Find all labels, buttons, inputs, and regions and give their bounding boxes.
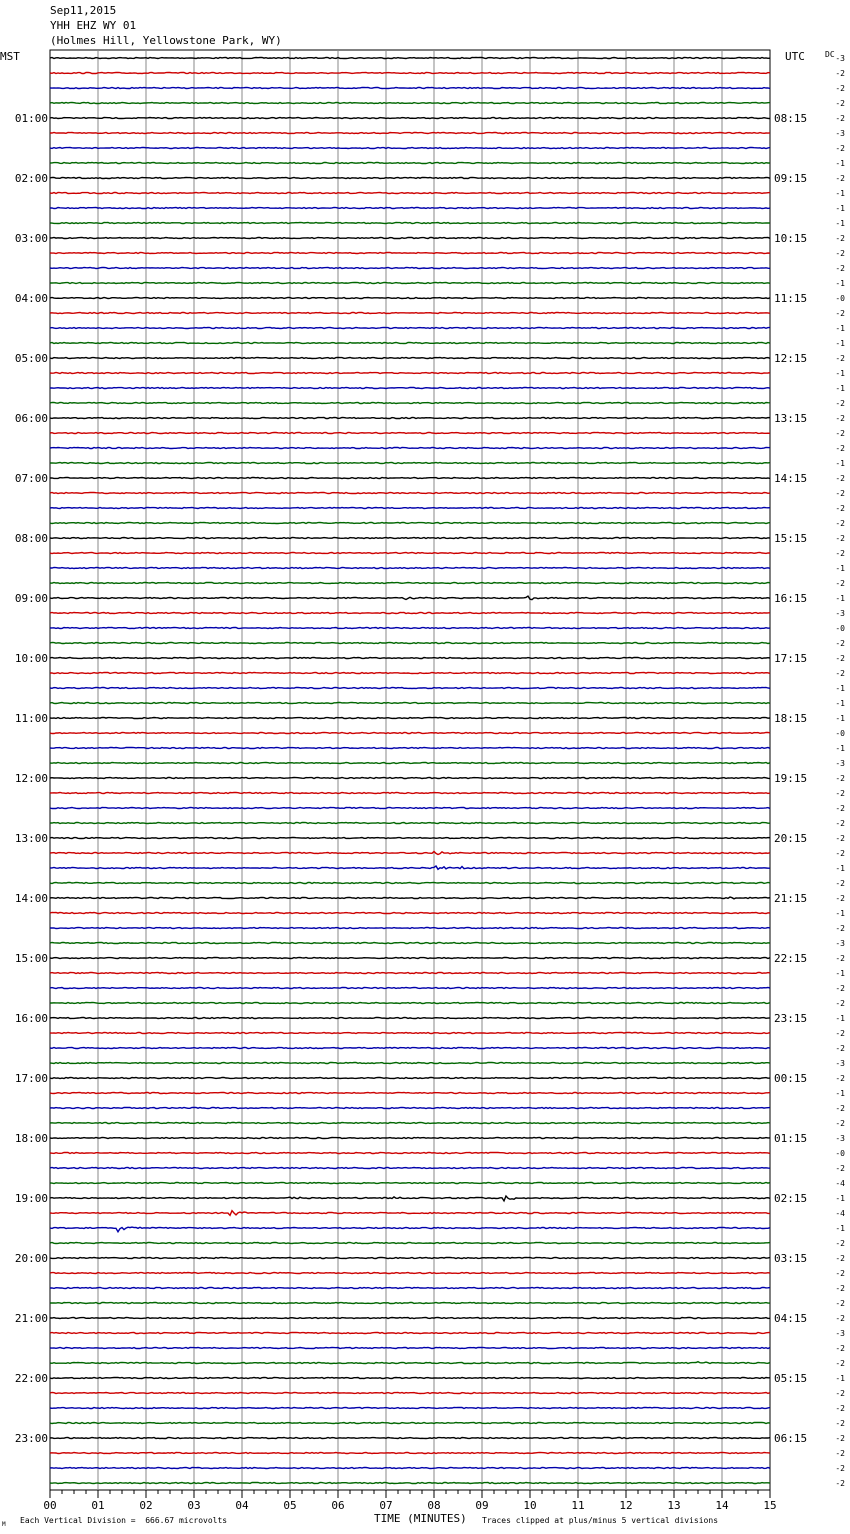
- seismic-trace: [50, 1108, 770, 1109]
- seismic-trace: [50, 583, 770, 584]
- seismic-trace: [50, 328, 770, 329]
- seismic-trace: [50, 838, 770, 839]
- dc-offset-label: -3: [835, 1059, 845, 1068]
- dc-offset-label: -0: [835, 294, 845, 303]
- dc-offset-label: -2: [835, 579, 845, 588]
- right-hour-label: 03:15: [774, 1252, 808, 1265]
- right-hour-label: 20:15: [774, 832, 808, 845]
- x-tick-label: 00: [43, 1499, 57, 1512]
- seismic-trace: [50, 1183, 770, 1184]
- seismic-trace: [50, 1288, 770, 1289]
- seismic-trace: [50, 1093, 770, 1094]
- dc-offset-label: -3: [835, 129, 845, 138]
- dc-offset-label: -2: [835, 429, 845, 438]
- seismic-trace: [50, 463, 770, 464]
- seismic-trace: [50, 1318, 770, 1319]
- right-hour-label: 22:15: [774, 952, 808, 965]
- dc-offset-label: -1: [835, 204, 845, 213]
- dc-offset-label: -1: [835, 969, 845, 978]
- dc-offset-label: -0: [835, 729, 845, 738]
- right-hour-label: 09:15: [774, 172, 808, 185]
- left-hour-label: 16:00: [14, 1012, 48, 1025]
- seismic-trace: [50, 1078, 770, 1079]
- seismic-trace: [50, 133, 770, 134]
- dc-offset-label: -2: [835, 414, 845, 423]
- seismic-trace: [50, 1258, 770, 1259]
- dc-offset-label: -2: [835, 984, 845, 993]
- x-tick-label: 02: [139, 1499, 153, 1512]
- x-tick-label: 05: [283, 1499, 297, 1512]
- left-hour-label: 02:00: [14, 172, 48, 185]
- seismic-trace: [50, 1408, 770, 1409]
- seismic-trace: [50, 358, 770, 359]
- left-hour-label: 11:00: [14, 712, 48, 725]
- dc-offset-label: -1: [835, 1194, 845, 1203]
- dc-offset-label: -2: [835, 99, 845, 108]
- dc-offset-label: -2: [835, 1269, 845, 1278]
- seismic-trace: [50, 958, 770, 959]
- dc-offset-label: -1: [835, 279, 845, 288]
- dc-offset-label: -1: [835, 909, 845, 918]
- dc-offset-label: -1: [835, 459, 845, 468]
- left-timezone-label: MST: [0, 50, 20, 63]
- seismic-trace: [50, 628, 770, 629]
- dc-offset-label: -0: [835, 624, 845, 633]
- right-hour-label: 16:15: [774, 592, 808, 605]
- x-tick-label: 09: [475, 1499, 489, 1512]
- dc-offset-label: -2: [835, 924, 845, 933]
- seismic-trace: [50, 1438, 770, 1439]
- dc-offset-label: -2: [835, 894, 845, 903]
- dc-offset-label: -2: [835, 1284, 845, 1293]
- dc-offset-label: -3: [835, 1329, 845, 1338]
- seismic-trace: [50, 58, 770, 59]
- right-hour-label: 00:15: [774, 1072, 808, 1085]
- seismic-trace: [50, 493, 770, 494]
- dc-offset-label: -2: [835, 879, 845, 888]
- seismic-trace: [50, 643, 770, 644]
- x-tick-label: 03: [187, 1499, 201, 1512]
- seismic-trace: [50, 1378, 770, 1379]
- dc-offset-label: -2: [835, 249, 845, 258]
- dc-column-label: DC: [825, 50, 835, 59]
- dc-offset-label: -2: [835, 1359, 845, 1368]
- right-timezone-label: UTC: [785, 50, 805, 63]
- x-tick-label: 15: [763, 1499, 777, 1512]
- seismic-trace: [50, 388, 770, 389]
- dc-offset-label: -1: [835, 1224, 845, 1233]
- dc-offset-label: -2: [835, 1314, 845, 1323]
- seismic-trace: [50, 913, 770, 914]
- dc-offset-label: -1: [835, 324, 845, 333]
- dc-offset-label: -1: [835, 159, 845, 168]
- dc-offset-label: -1: [835, 189, 845, 198]
- seismic-trace: [50, 1423, 770, 1424]
- right-hour-label: 15:15: [774, 532, 808, 545]
- seismic-trace: [50, 688, 770, 689]
- seismic-trace: [50, 268, 770, 269]
- seismic-trace: [50, 313, 770, 314]
- seismic-trace: [50, 673, 770, 674]
- right-hour-label: 10:15: [774, 232, 808, 245]
- dc-offset-label: -2: [835, 774, 845, 783]
- right-hour-label: 05:15: [774, 1372, 808, 1385]
- left-hour-label: 23:00: [14, 1432, 48, 1445]
- scale-note: Each Vertical Division = 666.67 microvolts: [20, 1516, 228, 1525]
- seismic-trace: [50, 223, 770, 224]
- seismic-trace: [50, 928, 770, 929]
- left-hour-label: 21:00: [14, 1312, 48, 1325]
- left-hour-label: 09:00: [14, 592, 48, 605]
- seismic-trace: [50, 1243, 770, 1244]
- seismic-trace: [50, 1003, 770, 1004]
- dc-offset-label: -2: [835, 654, 845, 663]
- left-hour-label: 17:00: [14, 1072, 48, 1085]
- x-tick-label: 12: [619, 1499, 633, 1512]
- dc-offset-label: -0: [835, 1149, 845, 1158]
- dc-offset-label: -2: [835, 669, 845, 678]
- x-tick-label: 01: [91, 1499, 105, 1512]
- dc-offset-label: -1: [835, 1374, 845, 1383]
- dc-offset-label: -2: [835, 1404, 845, 1413]
- dc-offset-label: -1: [835, 684, 845, 693]
- left-hour-label: 08:00: [14, 532, 48, 545]
- dc-offset-label: -2: [835, 1449, 845, 1458]
- left-hour-label: 13:00: [14, 832, 48, 845]
- seismic-trace: [50, 852, 770, 855]
- dc-offset-label: -1: [835, 594, 845, 603]
- seismic-trace: [50, 403, 770, 404]
- left-hour-label: 14:00: [14, 892, 48, 905]
- seismic-trace: [50, 1333, 770, 1334]
- seismic-trace: [50, 553, 770, 554]
- x-tick-label: 08: [427, 1499, 441, 1512]
- dc-offset-label: -2: [835, 444, 845, 453]
- left-hour-label: 20:00: [14, 1252, 48, 1265]
- seismic-trace: [50, 193, 770, 194]
- seismic-trace: [50, 1033, 770, 1034]
- dc-offset-label: -4: [835, 1179, 845, 1188]
- seismic-trace: [50, 1048, 770, 1049]
- footer-corner-mark: M: [2, 1521, 6, 1528]
- left-hour-label: 05:00: [14, 352, 48, 365]
- right-hour-label: 18:15: [774, 712, 808, 725]
- dc-offset-label: -2: [835, 789, 845, 798]
- right-hour-label: 01:15: [774, 1132, 808, 1145]
- left-hour-label: 15:00: [14, 952, 48, 965]
- dc-offset-label: -2: [835, 174, 845, 183]
- dc-offset-label: -2: [835, 114, 845, 123]
- left-hour-label: 22:00: [14, 1372, 48, 1385]
- dc-offset-label: -3: [835, 54, 845, 63]
- seismic-trace: [50, 1211, 770, 1216]
- header-location: (Holmes Hill, Yellowstone Park, WY): [50, 34, 282, 47]
- dc-offset-label: -3: [835, 1134, 845, 1143]
- dc-offset-label: -2: [835, 1434, 845, 1443]
- seismic-trace: [50, 943, 770, 944]
- left-hour-label: 18:00: [14, 1132, 48, 1145]
- x-tick-label: 11: [571, 1499, 585, 1512]
- seismic-trace: [50, 448, 770, 449]
- right-hour-label: 13:15: [774, 412, 808, 425]
- dc-offset-label: -2: [835, 534, 845, 543]
- x-tick-label: 14: [715, 1499, 729, 1512]
- right-hour-label: 19:15: [774, 772, 808, 785]
- seismic-trace: [50, 508, 770, 509]
- seismic-trace: [50, 283, 770, 284]
- seismic-trace: [50, 763, 770, 764]
- seismic-trace: [50, 866, 770, 869]
- seismic-trace: [50, 1196, 770, 1201]
- left-hour-label: 01:00: [14, 112, 48, 125]
- seismic-trace: [50, 418, 770, 419]
- dc-offset-label: -2: [835, 1464, 845, 1473]
- dc-offset-label: -1: [835, 714, 845, 723]
- seismic-trace: [50, 1168, 770, 1169]
- seismic-trace: [50, 433, 770, 434]
- header-station: YHH EHZ WY 01: [50, 19, 137, 32]
- right-hour-label: 11:15: [774, 292, 808, 305]
- left-hour-label: 10:00: [14, 652, 48, 665]
- seismic-trace: [50, 1453, 770, 1454]
- seismic-trace: [50, 148, 770, 149]
- dc-offset-label: -1: [835, 744, 845, 753]
- right-hour-label: 12:15: [774, 352, 808, 365]
- seismic-trace: [50, 1483, 770, 1484]
- seismic-trace: [50, 1362, 770, 1364]
- seismic-trace: [50, 1123, 770, 1124]
- header-date: Sep11,2015: [50, 4, 117, 17]
- right-hour-label: 17:15: [774, 652, 808, 665]
- seismic-trace: [50, 733, 770, 734]
- seismic-trace: [50, 718, 770, 719]
- dc-offset-label: -2: [835, 639, 845, 648]
- seismic-trace: [50, 793, 770, 794]
- dc-offset-label: -2: [835, 354, 845, 363]
- dc-offset-label: -2: [835, 1164, 845, 1173]
- dc-offset-label: -2: [835, 999, 845, 1008]
- x-tick-label: 10: [523, 1499, 537, 1512]
- dc-offset-label: -2: [835, 519, 845, 528]
- seismic-trace: [50, 253, 770, 254]
- seismic-trace: [50, 1393, 770, 1394]
- dc-offset-label: -2: [835, 489, 845, 498]
- seismic-trace: [50, 238, 770, 239]
- x-tick-label: 04: [235, 1499, 249, 1512]
- dc-offset-label: -1: [835, 369, 845, 378]
- seismic-trace: [50, 568, 770, 569]
- seismic-trace: [50, 613, 770, 614]
- clip-note: Traces clipped at plus/minus 5 vertical divisions: [482, 1516, 719, 1525]
- dc-offset-label: -2: [835, 504, 845, 513]
- right-hour-label: 21:15: [774, 892, 808, 905]
- right-hour-label: 08:15: [774, 112, 808, 125]
- dc-offset-label: -4: [835, 1209, 845, 1218]
- right-hour-label: 04:15: [774, 1312, 808, 1325]
- dc-offset-label: -2: [835, 1254, 845, 1263]
- dc-offset-label: -2: [835, 1389, 845, 1398]
- seismic-trace: [50, 1138, 770, 1139]
- right-hour-label: 23:15: [774, 1012, 808, 1025]
- right-hour-label: 06:15: [774, 1432, 808, 1445]
- x-tick-label: 06: [331, 1499, 345, 1512]
- dc-offset-label: -2: [835, 549, 845, 558]
- seismic-trace: [50, 596, 770, 600]
- dc-offset-label: -2: [835, 399, 845, 408]
- seismic-trace: [50, 478, 770, 479]
- right-hour-label: 14:15: [774, 472, 808, 485]
- seismic-trace: [50, 88, 770, 89]
- dc-offset-label: -3: [835, 609, 845, 618]
- seismic-trace: [50, 1153, 770, 1154]
- seismic-trace: [50, 373, 770, 374]
- dc-offset-label: -1: [835, 864, 845, 873]
- dc-offset-label: -2: [835, 84, 845, 93]
- x-tick-label: 13: [667, 1499, 681, 1512]
- dc-offset-label: -3: [835, 759, 845, 768]
- dc-offset-label: -2: [835, 264, 845, 273]
- left-hour-label: 04:00: [14, 292, 48, 305]
- seismic-trace: [50, 703, 770, 704]
- dc-offset-label: -2: [835, 1419, 845, 1428]
- seismic-trace: [50, 163, 770, 164]
- dc-offset-label: -1: [835, 699, 845, 708]
- left-hour-label: 12:00: [14, 772, 48, 785]
- dc-offset-label: -2: [835, 309, 845, 318]
- seismic-trace: [50, 808, 770, 809]
- dc-offset-label: -1: [835, 564, 845, 573]
- dc-offset-label: -1: [835, 1089, 845, 1098]
- seismic-trace: [50, 1273, 770, 1274]
- left-hour-label: 06:00: [14, 412, 48, 425]
- seismic-trace: [50, 1348, 770, 1349]
- dc-offset-label: -1: [835, 339, 845, 348]
- seismic-trace: [50, 103, 770, 104]
- seismic-trace: [50, 1303, 770, 1304]
- dc-offset-label: -2: [835, 954, 845, 963]
- seismic-trace: [50, 1063, 770, 1064]
- dc-offset-label: -2: [835, 1074, 845, 1083]
- seismic-trace: [50, 523, 770, 524]
- dc-offset-label: -2: [835, 1479, 845, 1488]
- dc-offset-label: -2: [835, 804, 845, 813]
- dc-offset-label: -2: [835, 1344, 845, 1353]
- seismic-trace: [50, 988, 770, 989]
- seismic-trace: [50, 298, 770, 299]
- dc-offset-label: -2: [835, 1299, 845, 1308]
- left-hour-label: 19:00: [14, 1192, 48, 1205]
- seismic-trace: [50, 208, 770, 209]
- dc-offset-label: -2: [835, 69, 845, 78]
- dc-offset-label: -2: [835, 849, 845, 858]
- seismic-trace: [50, 1018, 770, 1019]
- seismic-trace: [50, 973, 770, 974]
- dc-offset-label: -2: [835, 1044, 845, 1053]
- seismic-trace: [50, 343, 770, 344]
- dc-offset-label: -2: [835, 1239, 845, 1248]
- dc-offset-label: -2: [835, 1104, 845, 1113]
- x-tick-label: 07: [379, 1499, 393, 1512]
- seismic-trace: [50, 748, 770, 749]
- left-hour-label: 07:00: [14, 472, 48, 485]
- seismic-trace: [50, 823, 770, 824]
- dc-offset-label: -3: [835, 939, 845, 948]
- dc-offset-label: -2: [835, 834, 845, 843]
- seismic-trace: [50, 73, 770, 74]
- x-axis-title: TIME (MINUTES): [374, 1512, 467, 1525]
- dc-offset-label: -2: [835, 1029, 845, 1038]
- seismic-trace: [50, 883, 770, 884]
- dc-offset-label: -1: [835, 384, 845, 393]
- seismic-trace: [50, 1227, 770, 1232]
- seismic-trace: [50, 658, 770, 659]
- seismic-trace: [50, 178, 770, 179]
- right-hour-label: 02:15: [774, 1192, 808, 1205]
- dc-offset-label: -2: [835, 474, 845, 483]
- dc-offset-label: -2: [835, 234, 845, 243]
- dc-offset-label: -2: [835, 1119, 845, 1128]
- dc-offset-label: -2: [835, 144, 845, 153]
- dc-offset-label: -2: [835, 819, 845, 828]
- seismic-trace: [50, 538, 770, 539]
- seismic-trace: [50, 778, 770, 779]
- seismic-trace: [50, 897, 770, 899]
- dc-offset-label: -1: [835, 219, 845, 228]
- left-hour-label: 03:00: [14, 232, 48, 245]
- seismic-trace: [50, 1468, 770, 1469]
- seismic-trace: [50, 118, 770, 119]
- dc-offset-label: -1: [835, 1014, 845, 1023]
